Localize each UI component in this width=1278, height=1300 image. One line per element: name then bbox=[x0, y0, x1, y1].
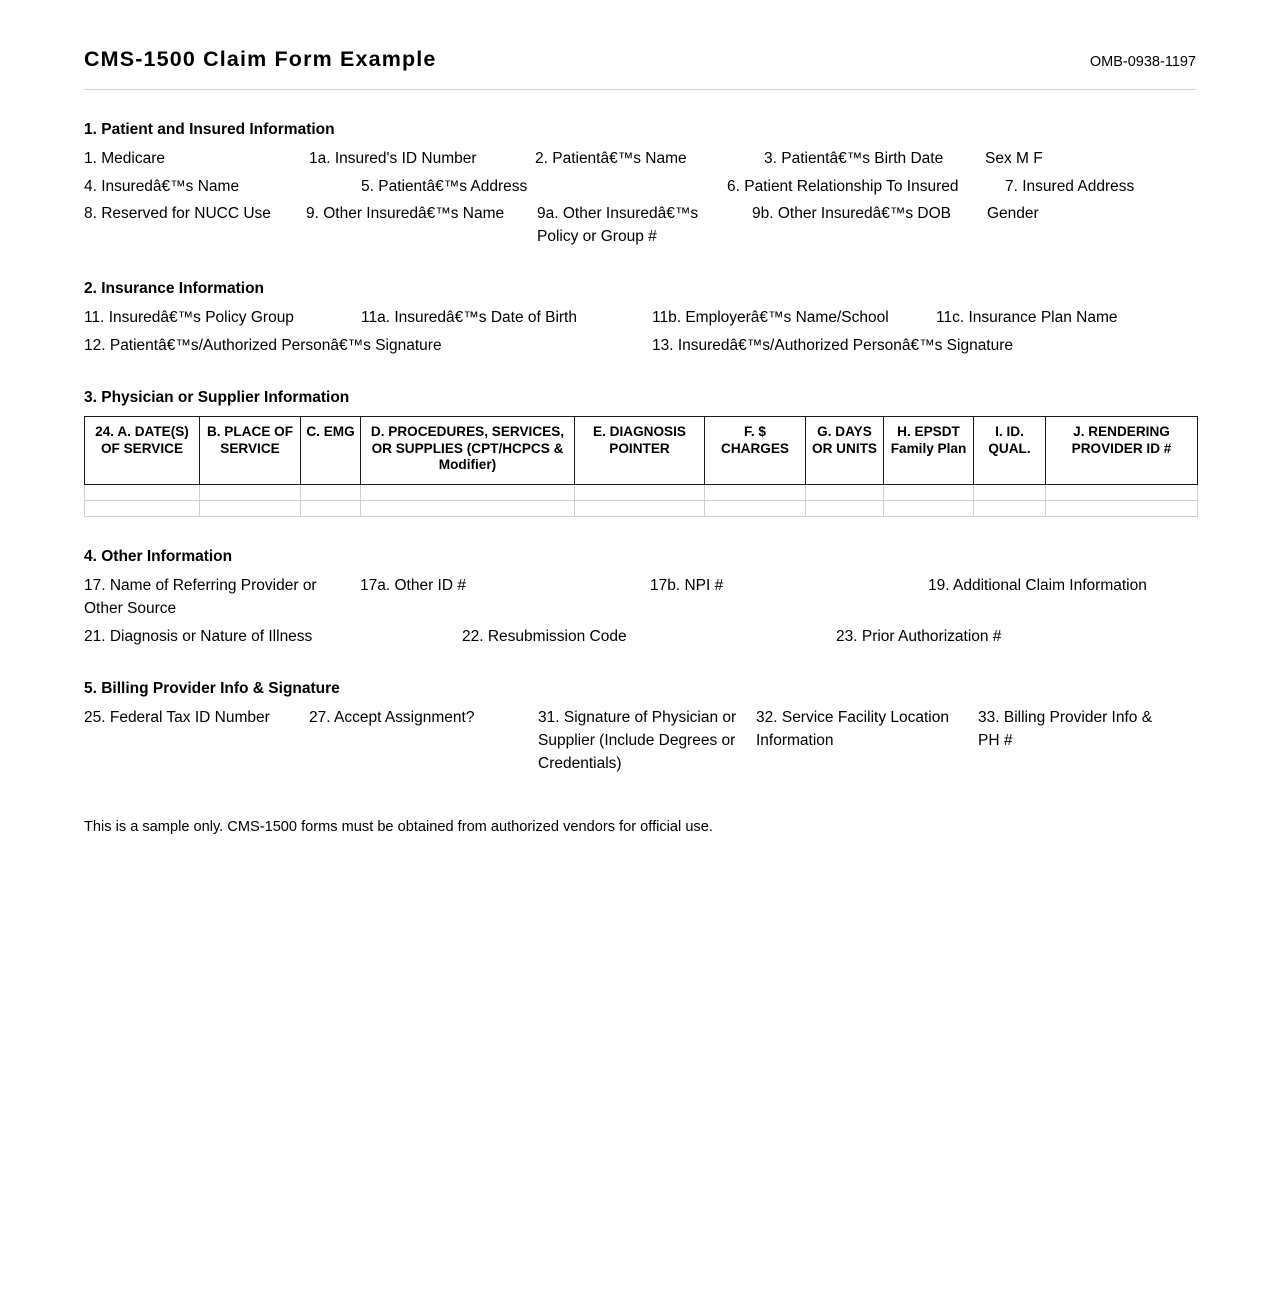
form-field-label: 2. Patientâ€™s Name bbox=[535, 149, 687, 167]
section-title: 1. Patient and Insured Information bbox=[84, 120, 335, 138]
procedures-table bbox=[84, 416, 1198, 517]
table-cell[interactable] bbox=[200, 485, 301, 501]
table-column-header: 24. A. DATE(S) OF SERVICE bbox=[85, 417, 200, 485]
form-field-label: 8. Reserved for NUCC Use bbox=[84, 205, 271, 223]
form-field-label: 11. Insuredâ€™s Policy Group bbox=[84, 309, 294, 327]
document-header bbox=[84, 48, 1196, 90]
table-cell[interactable] bbox=[974, 485, 1046, 501]
insurance-field-rows bbox=[84, 307, 1196, 358]
table-column-header: H. EPSDT Family Plan bbox=[884, 417, 974, 485]
section-title: 3. Physician or Supplier Information bbox=[84, 389, 350, 407]
table-cell[interactable] bbox=[301, 485, 361, 501]
table-cell[interactable] bbox=[361, 485, 575, 501]
billing-field-rows bbox=[84, 707, 1196, 776]
section-insurance-information bbox=[84, 279, 1196, 358]
table-cell[interactable] bbox=[806, 501, 884, 517]
table-cell[interactable] bbox=[705, 501, 806, 517]
section-billing-provider-info-and-signature bbox=[84, 679, 1196, 776]
section-patient-and-insured-information bbox=[84, 120, 1196, 250]
form-row bbox=[84, 575, 1196, 621]
table-cell[interactable] bbox=[200, 501, 301, 517]
table-head bbox=[85, 417, 1198, 485]
form-field-label: 21. Diagnosis or Nature of Illness bbox=[84, 627, 313, 645]
form-field-label: Gender bbox=[987, 205, 1039, 223]
table-column-header: I. ID. QUAL. bbox=[974, 417, 1046, 485]
section-title: 5. Billing Provider Info & Signature bbox=[84, 679, 340, 697]
table-cell[interactable] bbox=[974, 501, 1046, 517]
form-field-label: 22. Resubmission Code bbox=[462, 627, 627, 645]
form-field-label: 9b. Other Insuredâ€™s DOB bbox=[752, 205, 952, 223]
form-row bbox=[84, 335, 1196, 358]
form-field-label: Sex M F bbox=[985, 149, 1043, 167]
form-row bbox=[84, 707, 1196, 776]
form-field-label: 27. Accept Assignment? bbox=[309, 708, 475, 726]
table-cell[interactable] bbox=[301, 501, 361, 517]
section-physician-or-supplier-information bbox=[84, 388, 1196, 517]
form-field-label: 31. Signature of Physician or Supplier (Include Degrees or Credentials) bbox=[538, 708, 737, 772]
table-column-header: D. PROCEDURES, SERVICES, OR SUPPLIES (CPT/HCPCS & Modifier) bbox=[361, 417, 575, 485]
form-field-label: 32. Service Facility Location Information bbox=[756, 708, 949, 749]
table-cell[interactable] bbox=[705, 485, 806, 501]
disclaimer-note: This is a sample only. CMS-1500 forms must be obtained from authorized vendors for official use. bbox=[84, 818, 713, 835]
table-cell[interactable] bbox=[1046, 501, 1198, 517]
form-row bbox=[84, 626, 1196, 649]
form-row bbox=[84, 176, 1196, 199]
table-column-header: J. RENDERING PROVIDER ID # bbox=[1046, 417, 1198, 485]
table-cell[interactable] bbox=[85, 485, 200, 501]
section-title: 4. Other Information bbox=[84, 548, 233, 566]
form-field-label: 19. Additional Claim Information bbox=[928, 576, 1147, 594]
form-field-label: 17b. NPI # bbox=[650, 576, 724, 594]
table-row bbox=[85, 501, 1198, 517]
table-cell[interactable] bbox=[361, 501, 575, 517]
form-field-label: 6. Patient Relationship To Insured bbox=[727, 177, 959, 195]
form-field-label: 1. Medicare bbox=[84, 149, 165, 167]
form-field-label: 13. Insuredâ€™s/Authorized Personâ€™s Signature bbox=[652, 337, 1014, 355]
table-row bbox=[85, 485, 1198, 501]
form-row bbox=[84, 148, 1196, 171]
table-header-row bbox=[85, 417, 1198, 485]
table-cell[interactable] bbox=[85, 501, 200, 517]
form-field-label: 11a. Insuredâ€™s Date of Birth bbox=[361, 309, 577, 327]
form-field-label: 4. Insuredâ€™s Name bbox=[84, 177, 240, 195]
table-cell[interactable] bbox=[575, 485, 705, 501]
form-field-label: 17. Name of Referring Provider or Other Source bbox=[84, 576, 317, 617]
table-cell[interactable] bbox=[575, 501, 705, 517]
omb-number: OMB-0938-1197 bbox=[1089, 54, 1196, 70]
table-body bbox=[85, 485, 1198, 517]
form-row bbox=[84, 307, 1196, 330]
table-cell[interactable] bbox=[884, 485, 974, 501]
page-title: CMS-1500 Claim Form Example bbox=[84, 47, 437, 71]
table-cell[interactable] bbox=[884, 501, 974, 517]
form-field-label: 1a. Insured's ID Number bbox=[309, 149, 477, 167]
form-field-label: 23. Prior Authorization # bbox=[836, 627, 1002, 645]
form-field-label: 11b. Employerâ€™s Name/School bbox=[652, 309, 889, 327]
form-field-label: 3. Patientâ€™s Birth Date bbox=[764, 149, 944, 167]
table-column-header: C. EMG bbox=[301, 417, 361, 485]
form-field-label: 33. Billing Provider Info & PH # bbox=[978, 708, 1153, 749]
table-cell[interactable] bbox=[806, 485, 884, 501]
table-cell[interactable] bbox=[1046, 485, 1198, 501]
form-field-label: 11c. Insurance Plan Name bbox=[936, 309, 1118, 327]
patient-field-rows bbox=[84, 148, 1196, 250]
section-title: 2. Insurance Information bbox=[84, 280, 265, 298]
form-field-label: 5. Patientâ€™s Address bbox=[361, 177, 528, 195]
table-column-header: G. DAYS OR UNITS bbox=[806, 417, 884, 485]
form-field-label: 25. Federal Tax ID Number bbox=[84, 708, 270, 726]
other-field-rows bbox=[84, 575, 1196, 649]
table-column-header: B. PLACE OF SERVICE bbox=[200, 417, 301, 485]
table-column-header: F. $ CHARGES bbox=[705, 417, 806, 485]
form-field-label: 9. Other Insuredâ€™s Name bbox=[306, 205, 505, 223]
section-other-information bbox=[84, 547, 1196, 649]
form-row bbox=[84, 203, 1196, 249]
form-field-label: 12. Patientâ€™s/Authorized Personâ€™s Signature bbox=[84, 337, 442, 355]
form-field-label: 17a. Other ID # bbox=[360, 576, 466, 594]
form-field-label: 7. Insured Address bbox=[1005, 177, 1135, 195]
table-column-header: E. DIAGNOSIS POINTER bbox=[575, 417, 705, 485]
form-field-label: 9a. Other Insuredâ€™s Policy or Group # bbox=[537, 205, 699, 246]
